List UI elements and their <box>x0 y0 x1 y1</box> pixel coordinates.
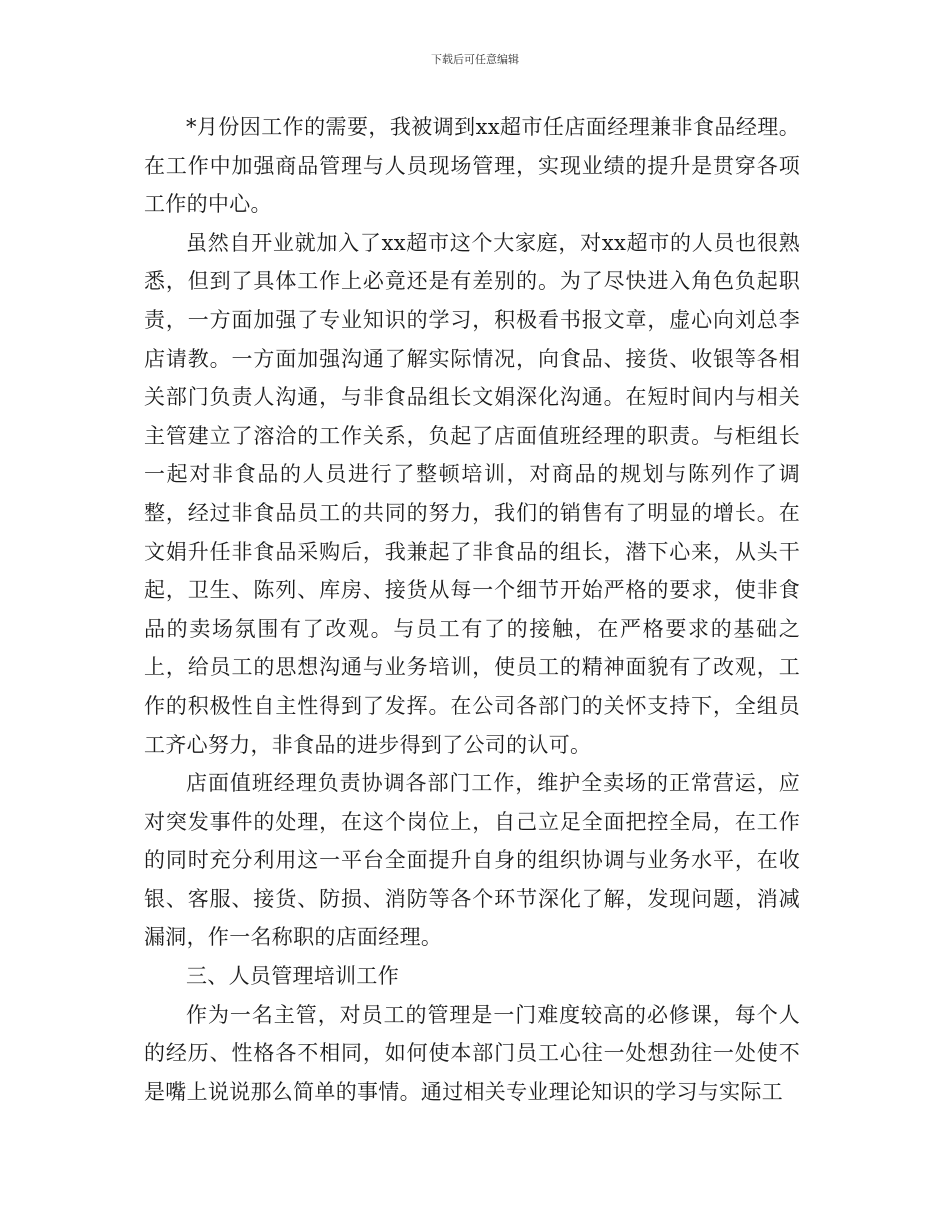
paragraph-4: 作为一名主管，对员工的管理是一门难度较高的必修课，每个人的经历、性格各不相同，如何使本部门员工心往一处想劲往一处使不是嘴上说说那么简单的事情。通过相关专业理论知识的学习与实际工 <box>144 1002 800 1104</box>
paragraph-3: 店面值班经理负责协调各部门工作，维护全卖场的正常营运，应对突发事件的处理，在这个岗位上，自己立足全面把控全局，在工作的同时充分利用这一平台全面提升自身的组织协调与业务水平，在收银、客服、接货、防损、消防等各个环节深化了解，发现问题，消减漏洞，作一名称职的店面经理。 <box>144 771 800 950</box>
paragraph-1: *月份因工作的需要，我被调到xx超市任店面经理兼非食品经理。在工作中加强商品管理与人员现场管理，实现业绩的提升是贯穿各项工作的中心。 <box>144 115 800 217</box>
page-header: 下载后可任意编辑 <box>431 53 519 66</box>
section-heading: 三、人员管理培训工作 <box>186 964 399 989</box>
paragraph-2: 虽然自开业就加入了xx超市这个大家庭，对xx超市的人员也很熟悉，但到了具体工作上必竟还是有差别的。为了尽快进入角色负起职责，一方面加强了专业知识的学习，积极看书报文章，虚心向刘总李店请教。一方面加强沟通了解实际情况，向食品、接货、收银等各相关部门负责人沟通，与非食品组长文娟深化沟通。在短时间内与相关主管建立了溶洽的工作关系，负起了店面值班经理的职责。与柜组长一起对非食品的人员进行了整顿培训，对商品的规划与陈列作了调整，经过非食品员工的共同的努力，我们的销售有了明显的增长。在文娟升任非食品采购后，我兼起了非食品的组长，潜下心来，从头干起，卫生、陈列、库房、接货从每一个细节开始严格的要求，使非食品的卖场氛围有了改观。与员工有了的接触，在严格要求的基础之上，给员工的思想沟通与业务培训，使员工的精神面貌有了改观，工作的积极性自主性得到了发挥。在公司各部门的关怀支持下，全组员工齐心努力，非食品的进步得到了公司的认可。 <box>144 230 800 757</box>
document-body <box>144 108 800 1111</box>
